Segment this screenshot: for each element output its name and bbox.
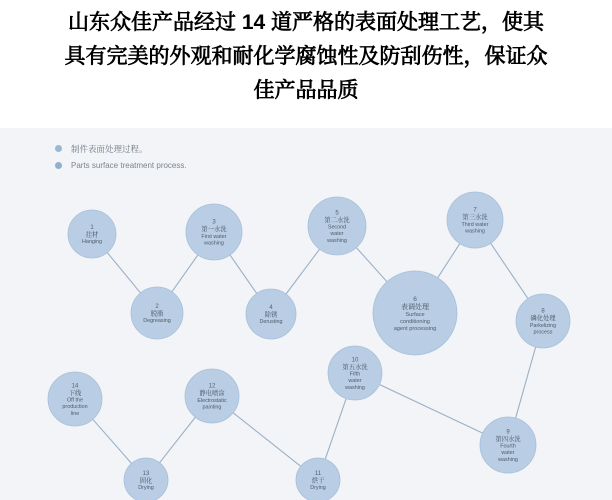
flow-node[interactable] (308, 197, 366, 255)
flow-node-label-en: Hanging (81, 239, 103, 246)
legend-item-label: Parts surface treatment process. (71, 161, 187, 170)
flow-node-label-en: Degreasing (143, 318, 171, 325)
flow-node[interactable] (48, 372, 102, 426)
flow-node-number: 5 (335, 210, 339, 217)
flow-node[interactable] (185, 369, 239, 423)
flow-node-label-en: Fourth (500, 443, 516, 450)
flow-node[interactable] (186, 204, 242, 260)
flow-node-label-en: Fifth (349, 371, 361, 378)
flow-edge (491, 243, 528, 298)
flow-node-label-cn: 挂材 (85, 231, 99, 239)
flow-edge (233, 413, 301, 467)
flow-node[interactable] (373, 271, 457, 355)
flow-node-label-cn: 第一水洗 (201, 226, 227, 234)
flow-node[interactable] (131, 287, 183, 339)
flow-edge (93, 419, 132, 463)
flow-node[interactable] (124, 458, 168, 500)
flow-node-number: 12 (208, 383, 216, 390)
flow-node-label-en: water (501, 450, 515, 457)
flow-node[interactable] (328, 346, 382, 400)
flow-edge (356, 248, 387, 282)
flow-node-label-en: Surface (405, 312, 425, 318)
flow-node-number: 8 (541, 308, 545, 315)
flow-node-number: 10 (351, 357, 359, 364)
flow-node-label-cn: 第三水洗 (462, 214, 488, 222)
flow-node-label-en: agent processing (393, 325, 437, 332)
flow-node-label-en: washing (345, 384, 365, 391)
flow-node-label-en: washing (204, 240, 224, 247)
bullet-dot-icon (55, 162, 62, 169)
flow-node-number: 1 (90, 225, 94, 231)
flow-node-label-en: line (70, 410, 80, 417)
flow-node-number: 11 (314, 471, 322, 477)
flow-node-label-en: washing (498, 456, 518, 463)
flow-edge (107, 253, 140, 293)
process-flow-diagram (0, 128, 612, 500)
flow-node[interactable] (246, 289, 296, 339)
flow-node-label-en: conditioning (400, 318, 430, 325)
flow-edge (172, 255, 198, 292)
flow-node[interactable] (480, 417, 536, 473)
flow-edge (438, 244, 460, 278)
flow-edge (379, 384, 482, 433)
flow-node[interactable] (447, 192, 503, 248)
flow-node-label-cn: 下线 (68, 389, 82, 397)
flow-node-number: 9 (506, 429, 510, 436)
flow-node-label-en: washing (465, 228, 485, 235)
page-title-line-1: 山东众佳产品经过 14 道严格的表面处理工艺，使其 (67, 11, 545, 34)
flow-node-number: 14 (71, 383, 79, 390)
flow-edge (160, 417, 196, 462)
flow-node-number: 3 (212, 219, 216, 226)
flow-node-label-cn: 第四水洗 (495, 435, 521, 443)
flow-edge (325, 399, 346, 460)
flow-node-label-en: Third water (461, 221, 489, 228)
flow-node-label-en: Drying (310, 485, 326, 492)
flow-edge (516, 347, 536, 418)
flow-node-number: 2 (155, 304, 159, 310)
flow-node[interactable] (68, 210, 116, 258)
flow-node[interactable] (516, 294, 570, 348)
page-title-line-3: 佳产品品质 (253, 79, 359, 102)
flow-node-label-cn: 除锈 (264, 311, 278, 319)
page-title (0, 6, 612, 108)
flow-node-label-en: Electrostatic (197, 397, 227, 404)
flow-node-label-cn: 静电喷涂 (199, 390, 225, 398)
flow-node-label-cn: 第五水洗 (342, 363, 368, 371)
flow-node-label-en: First water (201, 233, 227, 240)
flow-node-label-en: process (533, 329, 553, 336)
legend-item (55, 157, 315, 174)
flow-node-label-cn: 第二水洗 (324, 216, 350, 224)
flow-node-label-en: Off the (66, 397, 84, 404)
process-flow-canvas (0, 128, 612, 500)
flow-node-number: 7 (473, 207, 477, 214)
legend-item-label: 制件表面处理过程。 (71, 143, 148, 154)
flow-node-label-cn: 表调处理 (401, 304, 429, 312)
flow-node-label-en: washing (327, 237, 347, 244)
page-title-line-2: 具有完美的外观和耐化学腐蚀性及防刮伤性，保证众 (64, 45, 548, 68)
flow-node-number: 4 (269, 305, 273, 311)
flow-node-label-cn: 烘干 (311, 477, 325, 485)
flow-node[interactable] (296, 458, 340, 500)
flow-node-label-cn: 固化 (139, 477, 153, 485)
flow-node-label-en: Second (327, 224, 347, 231)
legend (55, 140, 315, 174)
flow-node-label-en: Parkelizing (529, 322, 557, 329)
flow-edge (286, 249, 320, 294)
flow-node-label-en: water (348, 378, 362, 385)
flow-node-number: 13 (142, 471, 150, 477)
flow-node-label-en: water (330, 231, 344, 238)
legend-item (55, 140, 315, 157)
flow-node-label-en: production (62, 404, 88, 411)
flow-node-label-cn: 磷化处理 (530, 315, 556, 323)
flow-node-number: 6 (413, 295, 417, 303)
bullet-dot-icon (55, 145, 62, 152)
flow-edge (230, 255, 257, 293)
flow-node-label-cn: 脱脂 (150, 310, 164, 318)
flow-node-label-en: painting (202, 404, 222, 411)
flow-node-label-en: Derusting (259, 319, 283, 326)
flow-node-label-en: Drying (138, 485, 154, 492)
